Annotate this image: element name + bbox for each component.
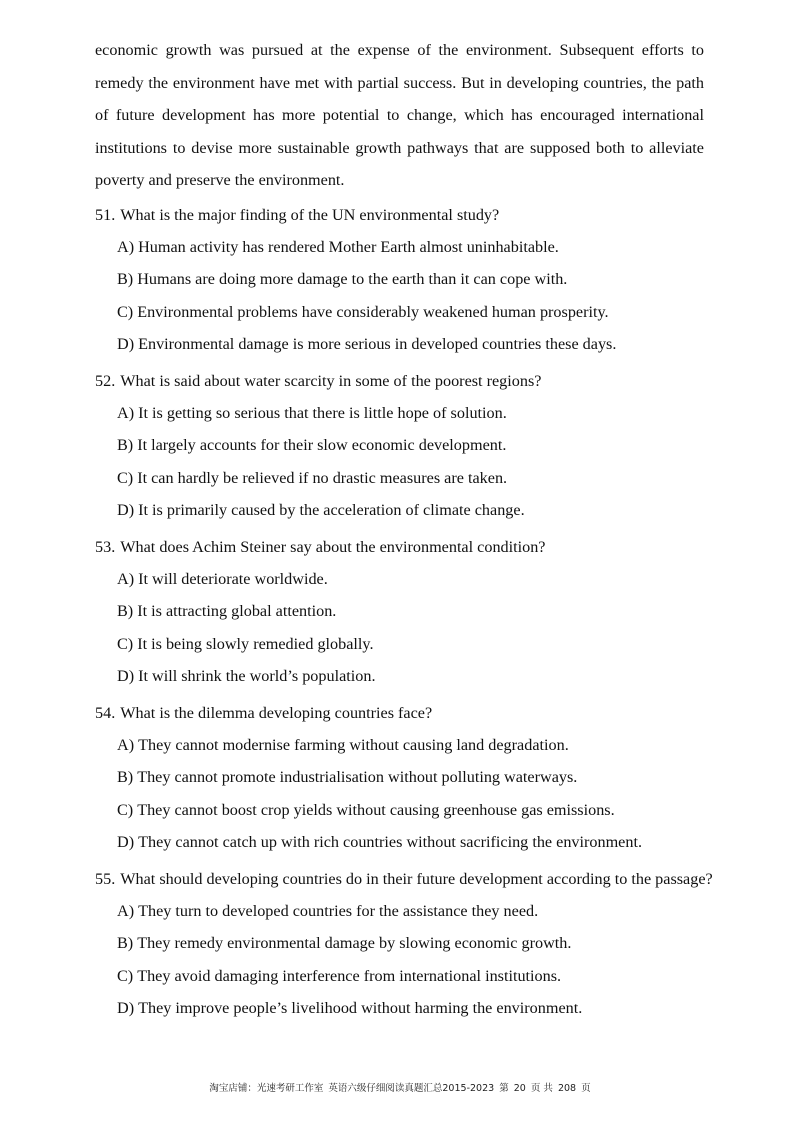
option-text: Human activity has rendered Mother Earth almost uninhabitable. [138,238,559,256]
passage-paragraph: economic growth was pursued at the expense of the environment. Subsequent efforts to remedy the environment have met with partial success. But in developing countries, the path of future development has more potential to change, which has encouraged international institutions to devise more sustainable growth pathways that are supposed both to alleviate poverty and preserve the environment. [95,41,704,190]
option-letter: C) [117,468,134,487]
answer-option[interactable] [117,794,735,826]
option-letter: A) [117,736,135,754]
question-text: What is the dilemma developing countries face? [120,704,433,722]
question-text: What is the major finding of the UN environmental study? [120,206,500,224]
option-text: They cannot modernise farming without causing land degradation. [138,736,569,754]
option-text: They cannot promote industrialisation without polluting waterways. [137,768,578,787]
answer-option[interactable] [117,895,735,927]
option-text: It is getting so serious that there is little hope of solution. [138,404,507,422]
option-text: It is being slowly remedied globally. [137,634,374,653]
option-letter: B) [117,602,134,621]
option-letter: C) [117,966,134,985]
answer-option[interactable] [117,960,735,992]
option-letter: C) [117,634,134,653]
footer-page-mid: 页 共 [530,1083,553,1094]
answer-option[interactable] [117,462,735,494]
question-number: 51. [95,206,116,224]
footer-title: 英语六级仔细阅读真题汇总2015-2023 [328,1083,495,1094]
answer-option[interactable] [117,761,735,793]
option-text: They turn to developed countries for the assistance they need. [138,902,539,920]
option-text: It is primarily caused by the acceleration of climate change. [138,501,525,520]
answer-option[interactable] [117,263,735,295]
footer-page-suffix: 页 [581,1083,591,1094]
answer-option[interactable] [117,927,735,959]
option-letter: B) [117,270,134,289]
answer-option[interactable] [117,296,735,328]
option-text: It will deteriorate worldwide. [138,570,328,588]
option-letter: B) [117,436,134,455]
question-stem [95,697,735,729]
question-text: What does Achim Steiner say about the environmental condition? [120,538,546,556]
answer-option[interactable] [117,397,735,429]
option-letter: A) [117,570,135,588]
option-letter: A) [117,902,135,920]
question-number: 54. [95,704,116,722]
answer-option[interactable] [117,826,735,858]
question-stem [95,863,735,895]
option-letter: D) [117,501,135,520]
option-text: They cannot boost crop yields without causing greenhouse gas emissions. [137,800,615,819]
question-stem [95,199,735,231]
question-51 [95,199,735,361]
question-number: 52. [95,372,116,390]
page-footer [0,1080,800,1094]
question-54 [95,697,735,859]
question-number: 55. [95,870,116,888]
answer-option[interactable] [117,563,735,595]
option-letter: C) [117,800,134,819]
question-text: What should developing countries do in their future development according to the passage? [120,870,713,888]
footer-shop: 淘宝店铺：光速考研工作室 [209,1083,324,1094]
option-text: Environmental damage is more serious in developed countries these days. [138,335,617,354]
option-letter: D) [117,999,135,1018]
answer-option[interactable] [117,494,735,526]
option-text: They cannot catch up with rich countries without sacrificing the environment. [138,833,643,852]
footer-page-prefix: 第 [499,1083,509,1094]
option-text: It is attracting global attention. [137,602,337,621]
option-text: Humans are doing more damage to the earth than it can cope with. [137,270,568,289]
answer-option[interactable] [117,231,735,263]
option-letter: A) [117,238,135,256]
question-53 [95,531,735,693]
option-text: They avoid damaging interference from international institutions. [137,966,562,985]
answer-option[interactable] [117,729,735,761]
option-text: It largely accounts for their slow economic development. [137,436,507,455]
question-52 [95,365,735,527]
footer-page-number: 20 [513,1083,526,1094]
option-letter: C) [117,302,134,321]
question-text: What is said about water scarcity in some of the poorest regions? [120,372,542,390]
option-letter: B) [117,768,134,787]
answer-option[interactable] [117,328,735,360]
option-text: They remedy environmental damage by slowing economic growth. [137,934,572,953]
question-55 [95,863,735,1025]
option-text: They improve people’s livelihood without harming the environment. [138,999,583,1018]
question-stem [95,365,735,397]
option-letter: D) [117,833,135,852]
option-letter: D) [117,667,135,686]
answer-option[interactable] [117,992,735,1024]
footer-total-pages: 208 [557,1083,577,1094]
question-number: 53. [95,538,116,556]
option-letter: D) [117,335,135,354]
option-text: It can hardly be relieved if no drastic measures are taken. [137,468,508,487]
answer-option[interactable] [117,628,735,660]
answer-option[interactable] [117,429,735,461]
answer-option[interactable] [117,595,735,627]
question-stem [95,531,735,563]
option-letter: B) [117,934,134,953]
option-text: It will shrink the world’s population. [138,667,376,686]
answer-option[interactable] [117,660,735,692]
option-text: Environmental problems have considerably weakened human prosperity. [137,302,609,321]
option-letter: A) [117,404,135,422]
